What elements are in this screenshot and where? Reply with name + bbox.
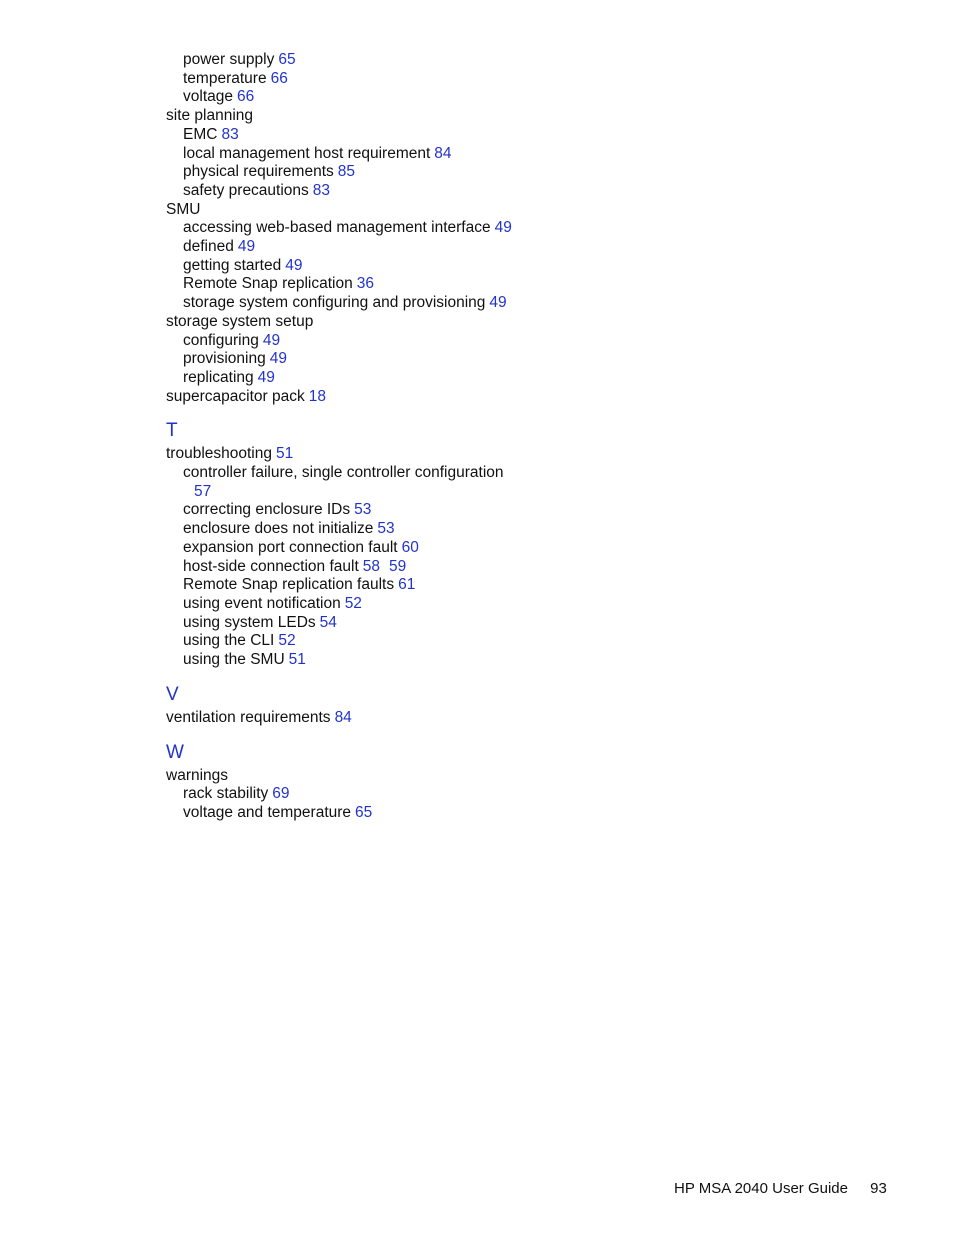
page-link[interactable]: 49 [285,256,303,274]
index-term: using system LEDs [183,613,316,631]
index-subentry [166,632,526,651]
index-term: voltage [183,88,233,106]
page-link[interactable]: 52 [278,632,296,650]
index-subentry [166,576,526,595]
index-subentry [166,804,526,823]
index-subentry [166,51,526,70]
index-term: Remote Snap replication [183,275,353,293]
page-link[interactable]: 61 [398,576,416,594]
page-link[interactable]: 49 [257,368,275,386]
page-link[interactable]: 51 [276,445,294,463]
index-subentry [166,614,526,633]
page-link[interactable]: 57 [194,482,212,500]
index-term: provisioning [183,350,266,368]
index-subentry [166,369,526,388]
index-subentry [166,520,526,539]
page-link[interactable]: 66 [236,88,255,106]
index-subentry [166,558,526,577]
index-entry [166,388,526,407]
index-entry [166,767,526,786]
index-subentry [166,501,526,520]
index-subentry [166,219,526,238]
index-subentry [166,464,526,501]
index-subentry [166,539,526,558]
index-term: using event notification [183,594,341,612]
page-link[interactable]: 49 [262,331,281,349]
index-section-letter: V [166,683,179,705]
page-footer [674,1180,887,1198]
index-term: enclosure does not initialize [183,520,374,538]
index-term: using the CLI [183,632,275,650]
page-link[interactable]: 83 [312,181,331,199]
page-link[interactable]: 84 [334,708,352,726]
page-link[interactable]: 54 [319,613,337,631]
page-link[interactable]: 83 [221,125,239,143]
index-term: accessing web-based management interface [183,219,491,237]
index-term: rack stability [183,785,269,803]
index-term: SMU [166,200,201,218]
index-term: expansion port connection fault [183,538,398,556]
index-entry [166,709,526,728]
index-term: ventilation requirements [166,708,331,726]
page-link[interactable]: 59 [389,557,407,575]
index-section-letter: W [166,741,184,763]
footer-document-title: HP MSA 2040 User Guide [674,1180,848,1197]
index-term: power supply [183,51,275,68]
index-subentry [166,350,526,369]
index-subentry [166,332,526,351]
index-term: storage system setup [166,312,314,330]
page-link[interactable]: 84 [434,144,452,162]
page-link[interactable]: 49 [237,238,256,256]
index-continuation [183,483,526,502]
index-subentry [166,163,526,182]
page-link[interactable]: 53 [377,520,395,538]
index-subentry [166,238,526,257]
index-term: replicating [183,368,254,386]
index-subentry [166,126,526,145]
page-link[interactable]: 65 [278,51,296,68]
index-entry [166,107,526,126]
page-link[interactable]: 65 [355,803,373,821]
page-link[interactable]: 60 [401,538,419,556]
index-section-letter: T [166,420,178,442]
page-link[interactable]: 49 [494,219,512,237]
page-link[interactable]: 36 [356,275,374,293]
index-subentry [166,294,526,313]
index-term: controller failure, single controller configuration [183,464,504,482]
page-link[interactable]: 58 [362,557,381,575]
index-term: safety precautions [183,181,309,199]
index-term: defined [183,238,234,256]
index-subentry [166,88,526,107]
index-subentry [166,182,526,201]
index-subentry [166,145,526,164]
index-subentry [166,257,526,276]
index-subentry [166,70,526,89]
index-term: getting started [183,256,282,274]
index-term: supercapacitor pack [166,387,305,405]
index-term: host-side connection fault [183,557,359,575]
index-term: voltage and temperature [183,803,352,821]
page-link[interactable]: 85 [337,163,356,181]
page-link[interactable]: 49 [269,350,287,368]
index-term: local management host requirement [183,144,431,162]
footer-page-number: 93 [870,1180,887,1197]
page-link[interactable]: 49 [489,294,507,312]
index-term: Remote Snap replication faults [183,576,395,594]
index-term: correcting enclosure IDs [183,501,351,519]
page-link[interactable]: 66 [270,69,288,87]
page-link[interactable]: 52 [344,594,362,612]
index-term: site planning [166,107,254,125]
index-subentry [166,595,526,614]
index-term: troubleshooting [166,445,272,463]
index-term: storage system configuring and provisioning [183,294,486,312]
index-term: temperature [183,69,267,87]
index-term: EMC [183,125,218,143]
index-column [166,51,526,823]
index-subentry [166,785,526,804]
index-entry [166,313,526,332]
index-term: using the SMU [183,651,285,669]
index-term: physical requirements [183,163,334,181]
page-link[interactable]: 18 [308,387,326,405]
page-link[interactable]: 51 [288,651,306,669]
index-subentry [166,651,526,670]
index-entry [166,445,526,464]
page-link[interactable]: 53 [354,501,372,519]
index-term: configuring [183,331,259,349]
index-term: warnings [166,766,229,784]
page-link[interactable]: 69 [272,785,290,803]
index-subentry [166,275,526,294]
index-entry [166,201,526,220]
